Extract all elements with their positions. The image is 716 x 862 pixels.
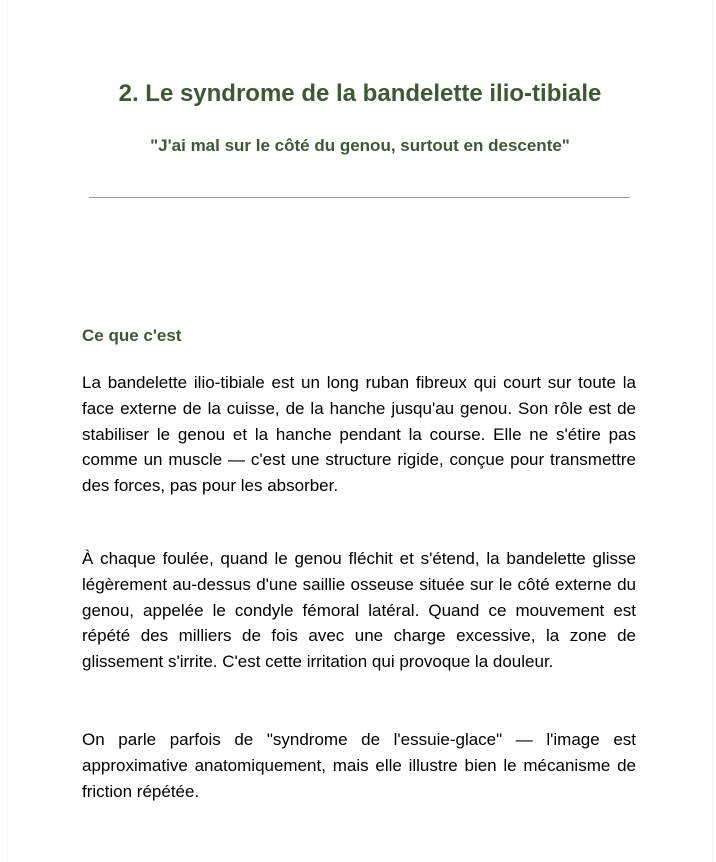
page-title: 2. Le syndrome de la bandelette ilio-tibiale bbox=[118, 80, 602, 107]
body-paragraph: La bandelette ilio-tibiale est un long ruban fibreux qui court sur toute la face externe de la cuisse, de la hanche jusqu'au genou. Son rôle est de stabiliser le genou et la hanche pendant la course. Elle ne s'étire pas comme un muscle — c'est une structure rigide, conçue pour transmettre des forces, pas pour les absorber. bbox=[82, 373, 636, 496]
document-page bbox=[8, 0, 712, 862]
body-paragraph: À chaque foulée, quand le genou fléchit et s'étend, la bandelette glisse légèrement au-dessus d'une saillie osseuse située sur le côté externe du genou, appelée le condyle fémoral latéral. Quand ce mouvement est répété des milliers de fois avec une charge excessive, la zone de glissement s'irrite. C'est cette irritation qui provoque la douleur. bbox=[82, 549, 636, 672]
page-subtitle-quote: "J'ai mal sur le côté du genou, surtout en descente" bbox=[150, 136, 570, 155]
section-heading: Ce que c'est bbox=[82, 326, 182, 345]
body-paragraph: On parle parfois de "syndrome de l'essuie-glace" — l'image est approximative anatomiquement, mais elle illustre bien le mécanisme de friction répétée. bbox=[82, 730, 636, 801]
horizontal-divider bbox=[89, 197, 630, 198]
